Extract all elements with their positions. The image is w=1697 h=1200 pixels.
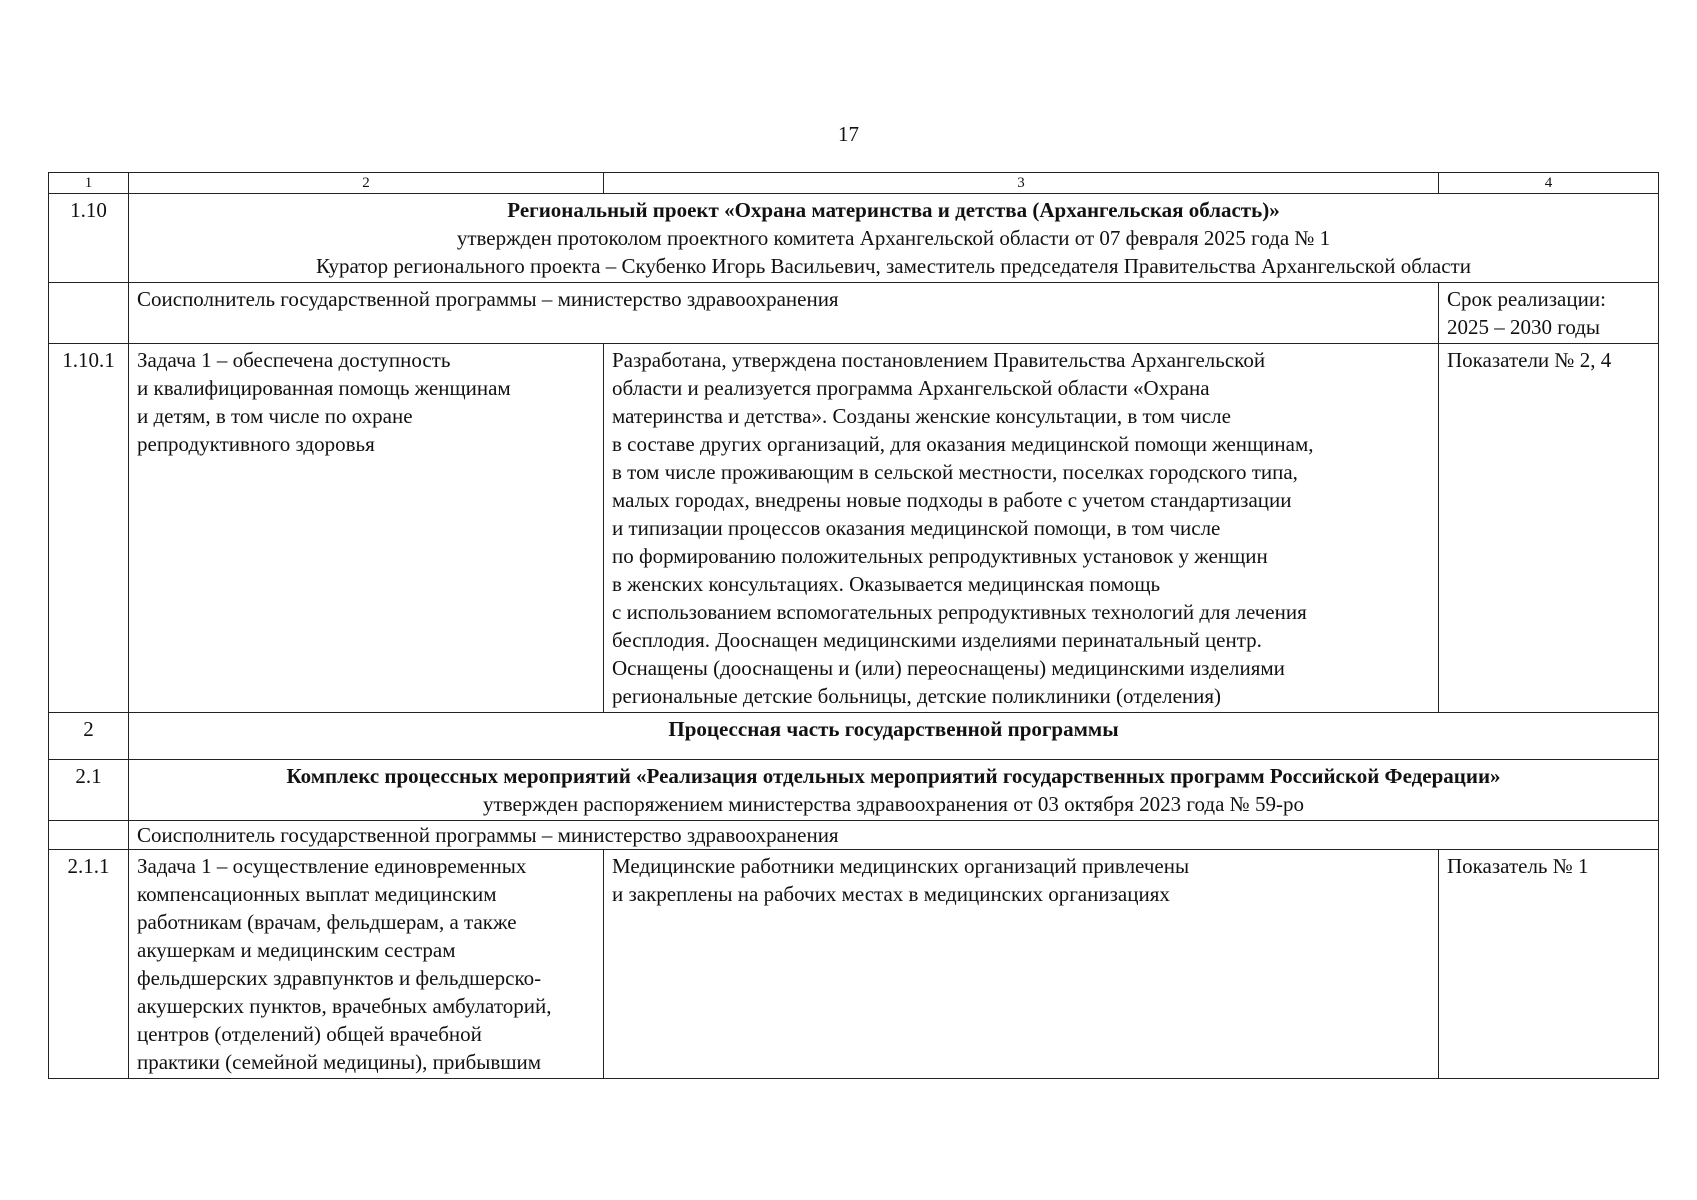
result-line: с использованием вспомогательных репродуктивных технологий для лечения bbox=[612, 600, 1307, 624]
project-curator: Куратор регионального проекта – Скубенко Игорь Васильевич, заместитель председателя Правительства Архангельской области bbox=[316, 254, 1471, 278]
column-number-1: 1 bbox=[49, 173, 129, 194]
coexecutor-1-text: Соисполнитель государственной программы – министерство здравоохранения bbox=[129, 283, 1439, 344]
result-line: малых городах, внедрены новые подходы в работе с учетом стандартизации bbox=[612, 488, 1292, 512]
result-line: и закреплены на рабочих местах в медицинских организациях bbox=[612, 882, 1170, 906]
task-1-10-1-indicators: Показатели № 2, 4 bbox=[1439, 344, 1659, 713]
task-line: акушеркам и медицинским сестрам bbox=[137, 938, 456, 962]
result-line: Оснащены (дооснащены и (или) переоснащены) медицинскими изделиями bbox=[612, 656, 1285, 680]
result-line: области и реализуется программа Архангельской области «Охрана bbox=[612, 376, 1210, 400]
task-line: Задача 1 – осуществление единовременных bbox=[137, 854, 527, 878]
task-2-1-1-indicators: Показатель № 1 bbox=[1439, 850, 1659, 1079]
task-2-1-1-number: 2.1.1 bbox=[49, 850, 129, 1079]
coexecutor-row-2 bbox=[49, 821, 1659, 850]
task-row-1-10-1 bbox=[49, 344, 1659, 713]
column-number-4: 4 bbox=[1439, 173, 1659, 194]
task-line: акушерских пунктов, врачебных амбулаторий, bbox=[137, 994, 552, 1018]
task-1-10-1-description bbox=[129, 344, 604, 713]
section-2-row bbox=[49, 713, 1659, 760]
result-line: материнства и детства». Созданы женские консультации, в том числе bbox=[612, 404, 1231, 428]
task-line: и детям, в том числе по охране bbox=[137, 404, 413, 428]
column-number-row bbox=[49, 173, 1659, 194]
result-line: Разработана, утверждена постановлением Правительства Архангельской bbox=[612, 348, 1266, 372]
project-number: 1.10 bbox=[49, 194, 129, 283]
result-line: в составе других организаций, для оказания медицинской помощи женщинам, bbox=[612, 432, 1314, 456]
complex-2-1-approval: утвержден распоряжением министерства здравоохранения от 03 октября 2023 года № 59-ро bbox=[483, 792, 1304, 816]
result-line: региональные детские больницы, детские поликлиники (отделения) bbox=[612, 684, 1222, 708]
task-1-10-1-number: 1.10.1 bbox=[49, 344, 129, 713]
task-row-2-1-1 bbox=[49, 850, 1659, 1079]
complex-2-1-number: 2.1 bbox=[49, 760, 129, 821]
result-line: бесплодия. Дооснащен медицинскими изделиями перинатальный центр. bbox=[612, 628, 1262, 652]
program-table bbox=[48, 172, 1659, 1079]
task-2-1-1-result bbox=[604, 850, 1439, 1079]
column-number-2: 2 bbox=[129, 173, 604, 194]
result-line: в том числе проживающим в сельской местности, поселках городского типа, bbox=[612, 460, 1298, 484]
empty-number-cell bbox=[49, 283, 129, 344]
result-line: и типизации процессов оказания медицинской помощи, в том числе bbox=[612, 516, 1221, 540]
section-2-title: Процессная часть государственной программы bbox=[129, 713, 1659, 760]
empty-number-cell bbox=[49, 821, 129, 850]
project-title: Региональный проект «Охрана материнства и детства (Архангельская область)» bbox=[507, 198, 1280, 222]
project-row bbox=[49, 194, 1659, 283]
result-line: в женских консультациях. Оказывается медицинская помощь bbox=[612, 572, 1161, 596]
task-line: компенсационных выплат медицинским bbox=[137, 882, 497, 906]
implementation-term-label: Срок реализации: bbox=[1447, 287, 1606, 311]
complex-2-1-title: Комплекс процессных мероприятий «Реализация отдельных мероприятий государственных программ Российской Федерации» bbox=[286, 764, 1501, 788]
task-line: практики (семейной медицины), прибывшим bbox=[137, 1050, 542, 1074]
complex-2-1-row bbox=[49, 760, 1659, 821]
task-line: работникам (врачам, фельдшерам, а также bbox=[137, 910, 517, 934]
project-header bbox=[129, 194, 1659, 283]
task-2-1-1-description bbox=[129, 850, 604, 1079]
column-number-3: 3 bbox=[604, 173, 1439, 194]
page-number: 17 bbox=[838, 122, 859, 146]
result-line: Медицинские работники медицинских организаций привлечены bbox=[612, 854, 1190, 878]
task-line: и квалифицированная помощь женщинам bbox=[137, 376, 511, 400]
coexecutor-2-text: Соисполнитель государственной программы – министерство здравоохранения bbox=[129, 821, 1659, 850]
task-line: центров (отделений) общей врачебной bbox=[137, 1022, 482, 1046]
complex-2-1-header bbox=[129, 760, 1659, 821]
result-line: по формированию положительных репродуктивных установок у женщин bbox=[612, 544, 1268, 568]
section-2-number: 2 bbox=[49, 713, 129, 760]
implementation-term bbox=[1439, 283, 1659, 344]
task-line: Задача 1 – обеспечена доступность bbox=[137, 348, 451, 372]
project-approval: утвержден протоколом проектного комитета Архангельской области от 07 февраля 2025 года № 1 bbox=[456, 226, 1331, 250]
coexecutor-row-1 bbox=[49, 283, 1659, 344]
task-line: репродуктивного здоровья bbox=[137, 432, 375, 456]
implementation-term-years: 2025 – 2030 годы bbox=[1447, 315, 1601, 339]
task-1-10-1-result bbox=[604, 344, 1439, 713]
task-line: фельдшерских здравпунктов и фельдшерско- bbox=[137, 966, 542, 990]
